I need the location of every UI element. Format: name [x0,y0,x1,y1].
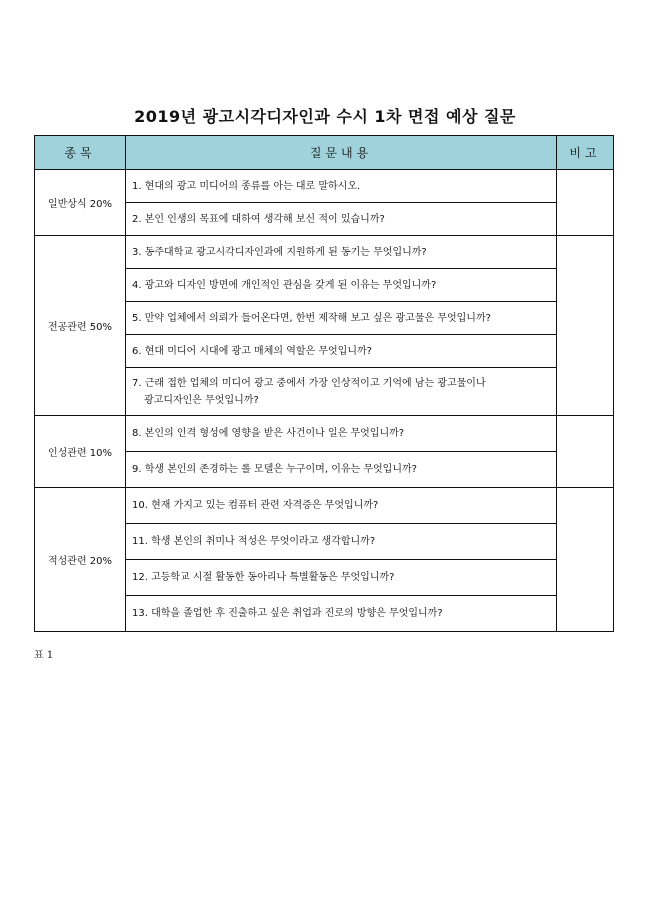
table-row [35,416,614,452]
table-header-row [35,136,614,170]
question-cell: 4. 광고와 디자인 방면에 개인적인 관심을 갖게 된 이유는 무엇입니까? [126,269,557,302]
question-line: 7. 근래 접한 업체의 미디어 광고 중에서 가장 인상적이고 기억에 남는 광고물이나 [132,377,486,389]
table-row [35,488,614,524]
question-cell: 5. 만약 업체에서 의뢰가 들어온다면, 한번 제작해 보고 싶은 광고물은 무엇입니까? [126,302,557,335]
question-cell: 1. 현대의 광고 미디어의 종류를 아는 대로 말하시오. [126,170,557,203]
category-cell: 일반상식 20% [35,170,126,236]
note-cell [557,488,614,632]
question-line-continued: 광고디자인은 무엇입니까? [144,394,259,406]
category-cell: 적성관련 20% [35,488,126,632]
page-title: 2019년 광고시각디자인과 수시 1차 면접 예상 질문 [134,107,516,126]
question-cell: 12. 고등학교 시절 활동한 동아리나 특별활동은 무엇입니까? [126,560,557,596]
header-question: 질문내용 [126,136,557,170]
question-cell: 6. 현대 미디어 시대에 광고 매체의 역할은 무엇입니까? [126,335,557,368]
header-category: 종목 [35,136,126,170]
question-cell: 3. 동주대학교 광고시각디자인과에 지원하게 된 동기는 무엇입니까? [126,236,557,269]
note-cell [557,170,614,236]
header-note: 비고 [557,136,614,170]
question-cell: 10. 현재 가지고 있는 컴퓨터 관련 자격증은 무엇입니까? [126,488,557,524]
note-cell [557,416,614,488]
category-cell: 전공관련 50% [35,236,126,416]
interview-questions-table [34,135,614,632]
question-cell [126,368,557,416]
question-cell: 13. 대학을 졸업한 후 진출하고 싶은 취업과 진로의 방향은 무엇입니까? [126,596,557,632]
question-cell: 11. 학생 본인의 취미나 적성은 무엇이라고 생각합니까? [126,524,557,560]
table-caption: 표 1 [34,650,54,661]
question-cell: 2. 본인 인생의 목표에 대하여 생각해 보신 적이 있습니까? [126,203,557,236]
category-cell: 인성관련 10% [35,416,126,488]
table-row [35,170,614,203]
question-cell: 8. 본인의 인격 형성에 영향을 받은 사건이나 일은 무엇입니까? [126,416,557,452]
note-cell [557,236,614,416]
question-cell: 9. 학생 본인의 존경하는 롤 모델은 누구이며, 이유는 무엇입니까? [126,452,557,488]
table-row [35,236,614,269]
